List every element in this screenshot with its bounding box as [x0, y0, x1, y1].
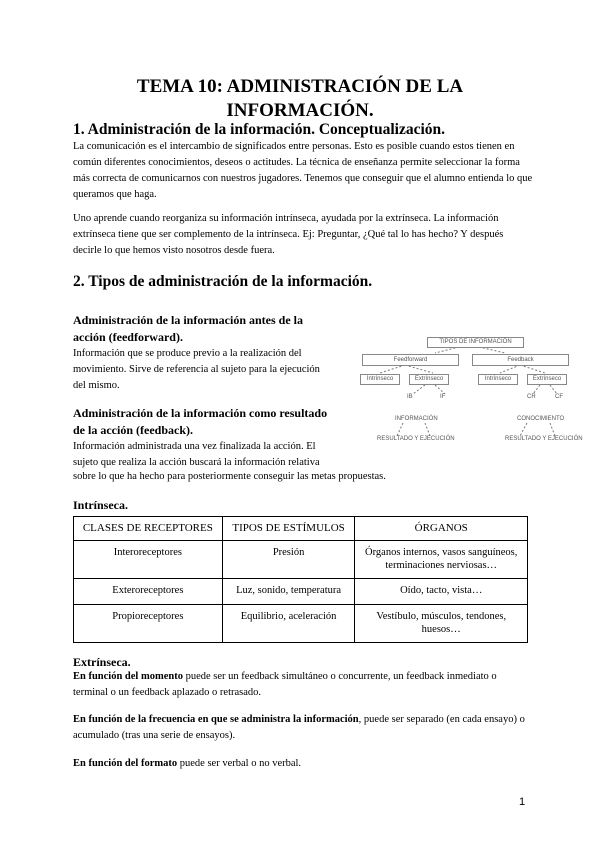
section-1-heading: 1. Administración de la información. Conceptualización. — [73, 121, 445, 138]
diagram-fb-intrinseco: Intrínseco — [478, 374, 518, 385]
table-cell: Interoreceptores — [74, 541, 223, 579]
term-text: puede ser verbal o no verbal. — [177, 758, 302, 769]
bold-term: En función de la frecuencia en que se administra la información — [73, 714, 359, 725]
diagram-ff-intrinseco: Intrínseco — [360, 374, 400, 385]
section-1-paragraph-2: Uno aprende cuando reorganiza su información intrínseca, ayudada por la extrínseca. La información extrínseca tiene que ser complemento de la intrínseca. Ej: Preguntar, ¿Qué tal lo has hecho? Y después decirle lo que hemos visto nosotros desde fuera. — [73, 213, 504, 256]
feedback-text: Información administrada una vez finalizada la acción. El sujeto que realiza la acción buscará la información relativa — [73, 441, 320, 468]
feedback-heading: Administración de la información como resultado de la acción (feedback). — [73, 406, 328, 437]
diagram-if: IF — [440, 394, 446, 400]
diagram-root: TIPOS DE INFORMACIÓN — [427, 337, 524, 348]
section-2-heading: 2. Tipos de administración de la información. — [73, 273, 373, 290]
bold-term: En función del momento — [73, 671, 183, 682]
table-row — [74, 541, 528, 579]
table-cell: Vestíbulo, músculos, tendones, huesos… — [355, 605, 528, 643]
table-cell: Propioreceptores — [74, 605, 223, 643]
diagram-conocimiento: CONOCIMIENTO — [517, 416, 565, 422]
table-header: ÓRGANOS — [355, 517, 528, 541]
diagram-resultado-2: RESULTADO Y EJECUCIÓN — [505, 436, 583, 442]
table-row — [74, 579, 528, 605]
diagram-feedforward: Feedforward — [362, 354, 459, 366]
diagram-ff-extrinseco: Extrínseco — [409, 374, 449, 385]
information-types-diagram — [355, 328, 595, 448]
table-cell: Oído, tacto, vista… — [355, 579, 528, 605]
table-row — [74, 605, 528, 643]
diagram-feedback: Feedback — [472, 354, 569, 366]
diagram-informacion: INFORMACIÓN — [395, 416, 438, 422]
table-header: CLASES DE RECEPTORES — [74, 517, 223, 541]
extrinseca-formato — [73, 756, 533, 772]
table-cell: Presión — [222, 541, 355, 579]
diagram-resultado-1: RESULTADO Y EJECUCIÓN — [377, 436, 455, 442]
diagram-fb-extrinseco: Extrínseco — [527, 374, 567, 385]
title-line-2: INFORMACIÓN. — [226, 100, 374, 121]
feedforward-heading: Administración de la información antes de la acción (feedforward). — [73, 313, 303, 344]
extrinseca-heading: Extrínseca. — [73, 655, 131, 669]
diagram-cr: CR — [527, 394, 536, 400]
feedback-text-continued: sobre lo que ha hecho para posteriormente conseguir las metas propuestas. — [73, 471, 386, 482]
receptors-table — [73, 516, 528, 643]
table-cell: Equilibrio, aceleración — [222, 605, 355, 643]
table-header-row — [74, 517, 528, 541]
intrinseca-heading: Intrínseca. — [73, 498, 128, 512]
table-cell: Órganos internos, vasos sanguíneos, terminaciones nerviosas… — [355, 541, 528, 579]
feedforward-text: Información que se produce previo a la realización del movimiento. Sirve de referencia al sujeto para la ejecución del mismo. — [73, 348, 320, 391]
extrinseca-momento — [73, 669, 533, 701]
diagram-ib: IB — [407, 394, 413, 400]
table-header: TIPOS DE ESTÍMULOS — [222, 517, 355, 541]
table-cell: Exteroreceptores — [74, 579, 223, 605]
term-text: , puede ser separado (en cada ensayo) o acumulado (tras una serie de ensayos). — [73, 714, 525, 741]
section-1-paragraph-1: La comunicación es el intercambio de significados entre personas. Esto es posible cuando estos tienen en común diferentes conocimientos, deseos o actitudes. La técnica de enseñanza permite seleccionar la forma más correcta de comunicarnos con nuestros jugadores. Tenemos que conseguir que el alumno entienda lo que queramos que haga. — [73, 141, 533, 200]
extrinseca-frecuencia — [73, 712, 533, 744]
diagram-cf: CF — [555, 394, 563, 400]
term-text: puede ser un feedback simultáneo o concurrente, un feedback inmediato o terminal o un feedback aplazado o retrasado. — [73, 671, 497, 698]
title-line-1: TEMA 10: ADMINISTRACIÓN DE LA — [136, 76, 464, 97]
page-number: 1 — [519, 796, 526, 808]
bold-term: En función del formato — [73, 758, 178, 769]
table-cell: Luz, sonido, temperatura — [222, 579, 355, 605]
